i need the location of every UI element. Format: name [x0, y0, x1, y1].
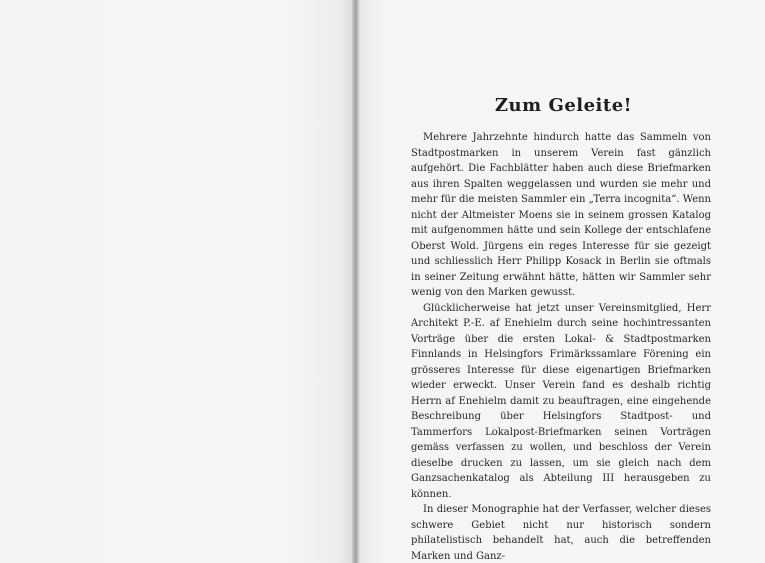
body-text [411, 130, 711, 563]
paragraph: In dieser Monographie hat der Verfasser, welcher dieses schwere Gebiet nicht nur historisch sondern philatelistisch behandelt hat, auch die betreffenden Marken und Ganz- [411, 504, 711, 562]
book-gutter [352, 0, 360, 563]
paragraph: Mehrere Jahrzehnte hindurch hatte das Sammeln von Stadtpostmarken in unserem Verein fast gänzlich aufgehört. Die Fachblätter haben auch diese Briefmarken aus ihren Spalten weggelassen und wurden sie mehr und mehr für die meisten Sammler ein „Terra incognita“. Wenn nicht der Altmeister Moens sie in seinem grossen Katalog mit aufgenommen hätte und sein Kollege der entschlafene Oberst Wold. Jürgens ein reges Interesse für sie gezeigt und schliesslich Herr Philipp Kosack in Berlin sie oftmals in seiner Zeitung erwähnt hätte, hätten wir Sammler sehr wenig von den Marken gewusst. [411, 132, 711, 298]
left-page-blank [0, 0, 355, 563]
page-title: Zum Geleite! [494, 95, 633, 116]
paragraph: Glücklicherweise hat jetzt unser Vereinsmitglied, Herr Architekt P.-E. af Enehielm durch seine hochintressanten Vorträge über die ersten Lokal- & Stadtpostmarken Finnlands in Helsingfors Frimärkssamlare Förening ein grösseres Interesse für diese eigenartigen Briefmarken wieder erweckt. Unser Verein fand es deshalb richtig Herrn af Enehielm damit zu beauftragen, eine eingehende Beschreibung über Helsingfors Stadtpost- und Tammerfors Lokalpost-Briefmarken seinen Vorträgen gemäss verfassen zu wollen, und beschloss der Verein dieselbe drucken zu lassen, um sie gleich nach dem Ganzsachenkatalog als Abteilung III herausgeben zu können. [411, 302, 711, 500]
